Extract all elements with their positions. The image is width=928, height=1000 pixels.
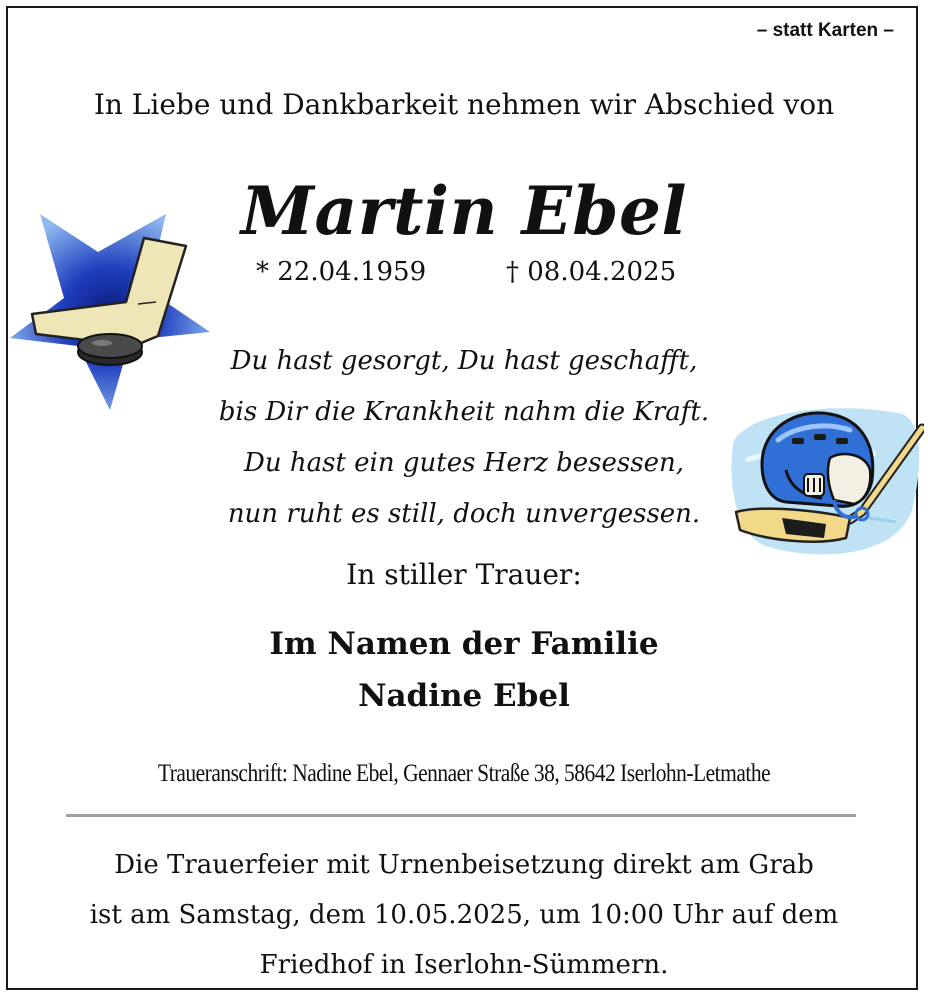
helmet-visor xyxy=(828,454,870,504)
mourning-label: In stiller Trauer: xyxy=(346,558,582,591)
poem-line: Du hast gesorgt, Du hast geschafft, xyxy=(230,346,698,376)
death-date: † 08.04.2025 xyxy=(506,257,677,287)
family-signature xyxy=(0,618,928,722)
poem-line: nun ruht es still, doch unvergessen. xyxy=(227,499,701,529)
divider xyxy=(66,814,856,817)
deceased-name: Martin Ebel xyxy=(240,172,688,250)
header-tag: – statt Karten – xyxy=(756,20,894,41)
hockey-helmet-stick-icon xyxy=(726,400,924,568)
ceremony-line: ist am Samstag, dem 10.05.2025, um 10:00 Uhr auf dem xyxy=(89,900,839,930)
intro-line: In Liebe und Dankbarkeit nehmen wir Abschied von xyxy=(93,88,835,121)
ceremony-line: Friedhof in Iserlohn-Sümmern. xyxy=(259,950,669,980)
ceremony-info xyxy=(0,840,928,990)
poem-line: bis Dir die Krankheit nahm die Kraft. xyxy=(218,397,710,427)
poem-line: Du hast ein gutes Herz besessen, xyxy=(244,448,684,478)
hockey-star-stick-puck-icon xyxy=(6,206,216,416)
family-line: Nadine Ebel xyxy=(358,678,570,714)
family-line: Im Namen der Familie xyxy=(269,626,659,662)
ceremony-line: Die Trauerfeier mit Urnenbeisetzung direkt am Grab xyxy=(114,850,814,880)
mourning-address: Traueranschrift: Nadine Ebel, Gennaer Straße 38, 58642 Iserlohn-Letmathe xyxy=(157,760,771,787)
birth-date: * 22.04.1959 xyxy=(256,257,427,287)
